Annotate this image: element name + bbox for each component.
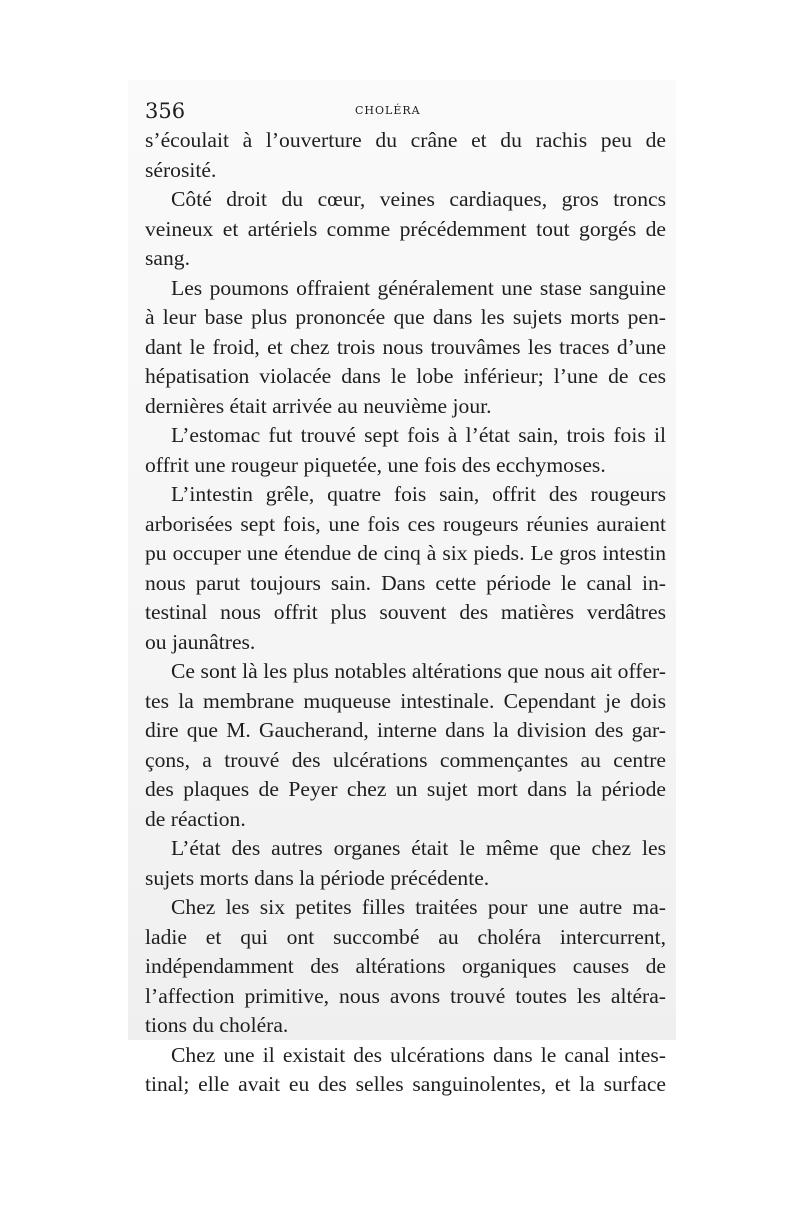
text-line: des plaques de Peyer chez un sujet mort dans la période — [145, 777, 666, 801]
text-line: ou jaunâtres. — [145, 629, 256, 654]
text-line: l’affection primitive, nous avons trouvé toutes les altéra- — [145, 983, 666, 1008]
text-line: Ce sont là les plus notables altérations que nous ait offer- — [171, 659, 666, 683]
text-line: dire que M. Gaucherand, interne dans la division des gar- — [145, 718, 666, 742]
text-line: ladie et qui ont succombé au choléra intercurrent, — [145, 924, 666, 949]
text-line: Chez les six petites filles traitées pour une autre ma- — [171, 895, 666, 919]
paragraph — [145, 421, 666, 480]
text-line: nous parut toujours sain. Dans cette période le canal in- — [145, 570, 666, 595]
text-line: Côté droit du cœur, veines cardiaques, gros troncs — [171, 187, 666, 211]
text-line: sujets morts dans la période précédente. — [145, 865, 490, 890]
paragraph — [145, 126, 666, 185]
text-line: à leur base plus prononcée que dans les sujets morts pen- — [145, 305, 666, 329]
text-line: sang. — [145, 246, 190, 270]
body-text — [145, 126, 666, 1100]
text-line: çons, a trouvé des ulcérations commençantes au centre — [145, 747, 666, 772]
paragraph — [145, 657, 666, 834]
text-line: tinal; elle avait eu des selles sanguinolentes, et la surface — [145, 1072, 666, 1096]
text-line: sérosité. — [145, 157, 217, 182]
text-line: dant le froid, et chez trois nous trouvâmes les traces d’une — [145, 334, 666, 359]
text-line: de réaction. — [145, 806, 246, 831]
text-line: Les poumons offraient généralement une stase sanguine — [171, 275, 666, 300]
text-line: hépatisation violacée dans le lobe inférieur; l’une de ces — [145, 364, 666, 388]
text-line: offrit une rougeur piquetée, une fois des ecchymoses. — [145, 452, 606, 477]
text-line: s’écoulait à l’ouverture du crâne et du rachis peu de — [145, 128, 666, 152]
text-line: dernières était arrivée au neuvième jour. — [145, 393, 492, 418]
page-number: 356 — [145, 99, 186, 123]
text-line: L’intestin grêle, quatre fois sain, offrit des rougeurs — [171, 482, 666, 506]
paragraph — [145, 480, 666, 657]
page-header — [145, 98, 665, 124]
text-line: indépendamment des altérations organiques causes de — [145, 954, 666, 978]
text-line: pu occuper une étendue de cinq à six pieds. Le gros intestin — [145, 541, 666, 565]
running-head: CHOLÉRA — [355, 104, 421, 117]
text-line: L’estomac fut trouvé sept fois à l’état sain, trois fois il — [171, 423, 666, 447]
paragraph — [145, 893, 666, 1041]
text-line: tes la membrane muqueuse intestinale. Cependant je dois — [145, 688, 666, 713]
text-line: tions du choléra. — [145, 1013, 289, 1037]
paragraph — [145, 1041, 666, 1100]
paragraph — [145, 274, 666, 422]
text-line: veineux et artériels comme précédemment tout gorgés de — [145, 216, 666, 241]
text-line: testinal nous offrit plus souvent des matières verdâtres — [145, 600, 666, 624]
paragraph — [145, 185, 666, 274]
text-line: Chez une il existait des ulcérations dans le canal intes- — [171, 1042, 666, 1067]
text-line: arborisées sept fois, une fois ces rougeurs réunies auraient — [145, 511, 666, 536]
text-line: L’état des autres organes était le même que chez les — [171, 836, 666, 860]
paragraph — [145, 834, 666, 893]
